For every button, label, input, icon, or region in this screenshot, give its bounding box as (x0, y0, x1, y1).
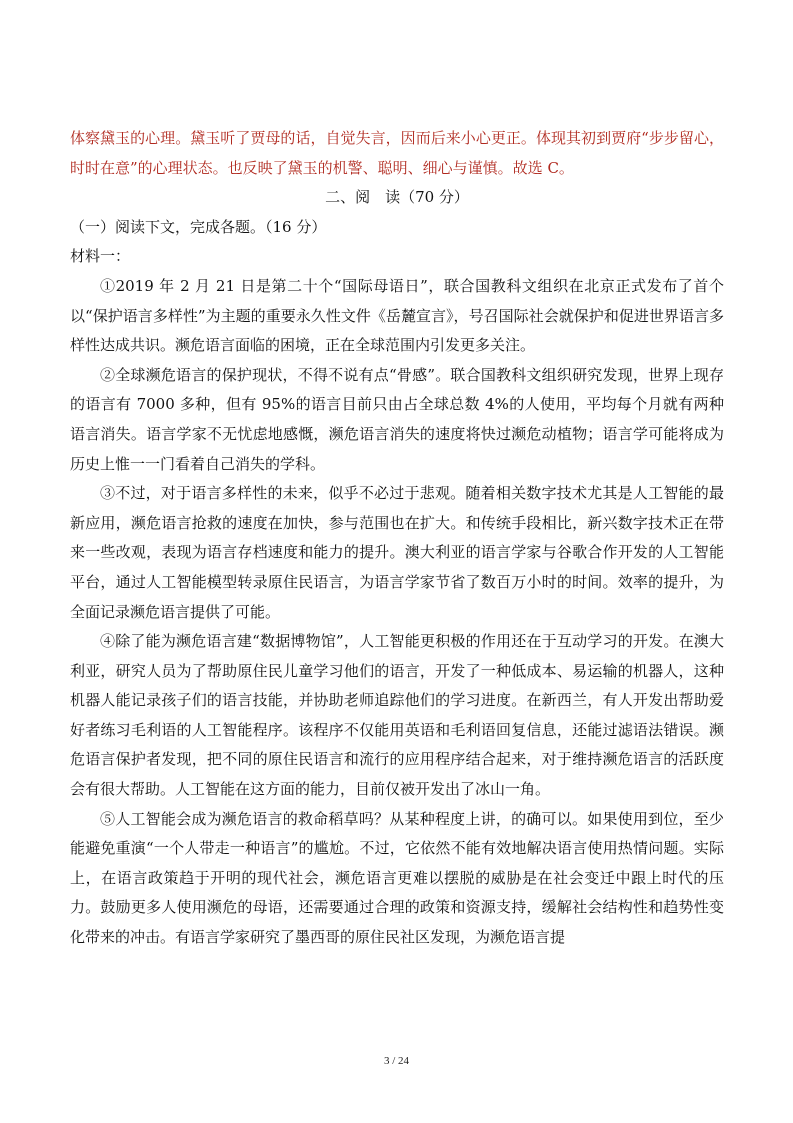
section-title: 二、阅 读（70 分） (325, 188, 469, 207)
paragraph-5: ⑤人工智能会成为濒危语言的救命稻草吗？从某种程度上讲，的确可以。如果使用到位，至少能避免重演“一个人带走一种语言”的尴尬。不过，它依然不能有效地解决语言使用热情问题。实际上，在语言政策趋于开明的现代社会，濒危语言更难以摆脱的威胁是在社会变迁中跟上时代的压力。鼓励更多人使用濒危的母语，还需要通过合理的政策和资源支持，缓解社会结构性和趋势性变化带来的冲击。有语言学家研究了墨西哥的原住民社区发现，为濒危语言提 (70, 809, 724, 947)
answer-explanation: 体察黛玉的心理。黛玉听了贾母的话，自觉失言，因而后来小心更正。体现其初到贾府“步步留心，时时在意”的心理状态。也反映了黛玉的机警、聪明、细心与谨慎。故选 C。 (70, 129, 724, 177)
paragraph-2: ②全球濒危语言的保护现状，不得不说有点“骨感”。联合国教科文组织研究发现，世界上现存的语言有 7000 多种，但有 95%的语言目前只由占全球总数 4%的人使用，平均每个月就有两种语言消失。语言学家不无忧虑地感慨，濒危语言消失的速度将快过濒危动植物；语言学可能将成为历史上惟一一门看着自己消失的学科。 (70, 365, 724, 473)
paragraph-1: ①2019 年 2 月 21 日是第二十个“国际母语日”，联合国教科文组织在北京正式发布了首个以“保护语言多样性”为主题的重要永久性文件《岳麓宣言》，号召国际社会就保护和促进世界语言多样性达成共识。濒危语言面临的困境，正在全球范围内引发更多关注。 (70, 276, 724, 355)
paragraph-4: ④除了能为濒危语言建“数据博物馆”，人工智能更积极的作用还在于互动学习的开发。在澳大利亚，研究人员为了帮助原住民儿童学习他们的语言，开发了一种低成本、易运输的机器人，这种机器人能记录孩子们的语言技能，并协助老师追踪他们的学习进度。在新西兰，有人开发出帮助爱好者练习毛利语的人工智能程序。该程序不仅能用英语和毛利语回复信息，还能过滤语法错误。濒危语言保护者发现，把不同的原住民语言和流行的应用程序结合起来，对于维持濒危语言的活跃度会有很大帮助。人工智能在这方面的能力，目前仅被开发出了冰山一角。 (70, 632, 724, 799)
page-number: 3 / 24 (383, 1055, 410, 1067)
paragraph-3: ③不过，对于语言多样性的未来，似乎不必过于悲观。随着相关数字技术尤其是人工智能的最新应用，濒危语言抢救的速度在加快，参与范围也在扩大。和传统手段相比，新兴数字技术正在带来一些改观，表现为语言存档速度和能力的提升。澳大利亚的语言学家与谷歌合作开发的人工智能平台，通过人工智能模型转录原住民语言，为语言学家节省了数百万小时的时间。效率的提升，为全面记录濒危语言提供了可能。 (70, 484, 724, 621)
material-label: 材料一： (70, 247, 131, 266)
page-content (70, 124, 724, 953)
question-intro: （一）阅读下文，完成各题。（16 分） (70, 217, 327, 236)
